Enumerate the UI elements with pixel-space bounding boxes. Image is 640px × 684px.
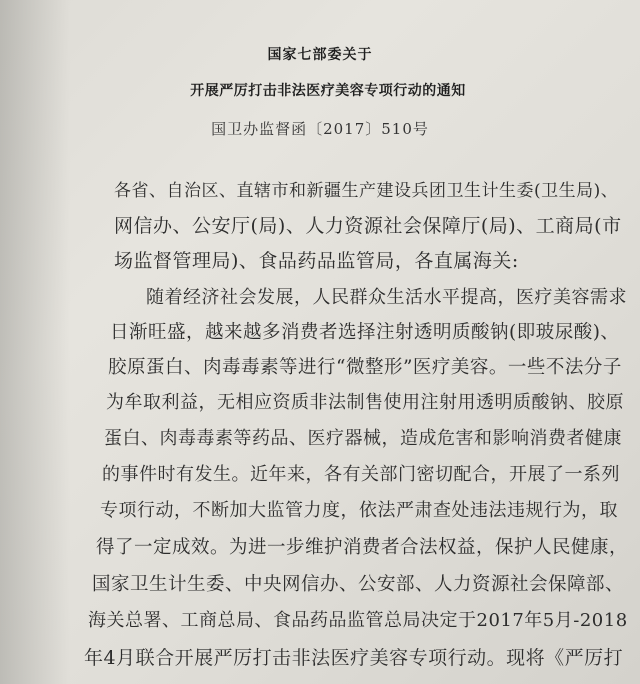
body-line-9: 的事件时有发生。近年来，各有关部门密切配合，开展了一系列 bbox=[102, 464, 620, 485]
body-line-5: 日渐旺盛，越来越多消费者选择注射透明质酸钠(即玻尿酸)、 bbox=[110, 322, 620, 343]
body-line-11: 得了一定成效。为进一步维护消费者合法权益，保护人民健康， bbox=[96, 537, 629, 558]
body-line-12: 国家卫生计生委、中央网信办、公安部、人力资源社会保障部、 bbox=[92, 574, 625, 595]
body-line-2: 网信办、公安厅(局)、人力资源社会保障厅(局)、工商局(市 bbox=[114, 215, 622, 237]
body-line-3: 场监督管理局)、食品药品监管局，各直属海关: bbox=[114, 250, 519, 272]
body-line-10: 专项行动，不断加大监管力度，依法严肃查处违法违规行为，取 bbox=[100, 500, 618, 521]
document-number: 国卫办监督函〔2017〕510号 bbox=[211, 120, 429, 138]
page-shadow bbox=[0, 0, 70, 684]
body-line-8: 蛋白、肉毒毒素等药品、医疗器械，造成危害和影响消费者健康 bbox=[104, 428, 622, 449]
body-line-6: 胶原蛋白、肉毒毒素等进行“微整形”医疗美容。一些不法分子 bbox=[108, 357, 622, 378]
body-line-14: 年4月联合开展严厉打击非法医疗美容专项行动。现将《严厉打 bbox=[84, 647, 624, 669]
body-line-7: 为牟取利益，无相应资质非法制售使用注射用透明质酸钠、胶原 bbox=[106, 392, 624, 413]
title-line-1: 国家七部委关于 bbox=[267, 47, 373, 63]
body-line-13: 海关总署、工商总局、食品药品监管总局决定于2017年5月-2018 bbox=[88, 610, 628, 631]
body-line-1: 各省、自治区、直辖市和新疆生产建设兵团卫生计生委(卫生局)、 bbox=[114, 181, 619, 201]
title-line-2: 开展严厉打击非法医疗美容专项行动的通知 bbox=[190, 83, 466, 99]
body-line-4: 随着经济社会发展，人民群众生活水平提高，医疗美容需求 bbox=[146, 287, 627, 308]
